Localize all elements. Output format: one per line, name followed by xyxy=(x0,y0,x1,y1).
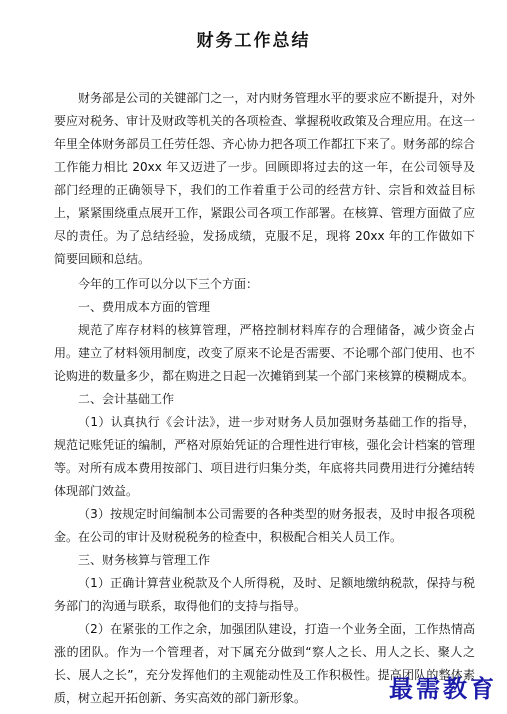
overview-paragraph: 今年的工作可以分以下三个方面： xyxy=(78,277,259,291)
watermark-logo: 最需教育 xyxy=(389,674,497,703)
document-title: 财务工作总结 xyxy=(196,31,311,51)
management-paragraph-2: （2）在紧张的工作之余，加强团队建设，打造一个业务全面，工作热情高涨的团队。作为一个管理者，对下属充分做到“察人之长、用人之长、聚人之长、展人之长”，充分发挥他们的主观能动性及工作积极性。提高团队的整体素质，树立起开拓创新、务实高效的部门新形象。 xyxy=(54,622,475,705)
section-heading-cost: 一、费用成本方面的管理 xyxy=(78,300,211,314)
cost-paragraph: 规范了库存材料的核算管理，严格控制材料库存的合理储备，减少资金占用。建立了材料领用制度，改变了原来不论是否需要、不论哪个部门使用、也不论购进的数量多少，都在购进之日起一次摊销到某一个部门来核算的模糊成本。 xyxy=(54,323,475,383)
intro-paragraph: 财务部是公司的关键部门之一，对内财务管理水平的要求应不断提升，对外要应对税务、审计及财政等机关的各项检查、掌握税收政策及合理应用。在这一年里全体财务部员工任劳任怨、齐心协力把各项工作都扛下来了。财务部的综合工作能力相比 20xx 年又迈进了一步。回顾即将过去的这一年，在公司领导及部门经理的正确领导下，我们的工作着重于公司的经营方针、宗旨和效益目标上，紧紧围绕重点展开工作，紧跟公司各项工作部署。在核算、管理方面做了应尽的责任。为了总结经验，发扬成绩，克服不足，现将 20xx 年的工作做如下简要回顾和总结。 xyxy=(54,91,475,266)
management-paragraph-1: （1）正确计算营业税款及个人所得税，及时、足额地缴纳税款，保持与税务部门的沟通与联系，取得他们的支持与指导。 xyxy=(54,576,475,613)
section-heading-accounting-basics: 二、会计基础工作 xyxy=(78,392,175,406)
accounting-paragraph-1: （1）认真执行《会计法》，进一步对财务人员加强财务基础工作的指导，规范记账凭证的编制，严格对原始凭证的合理性进行审核，强化会计档案的管理等。对所有成本费用按部门、项目进行归集分类，年底将共同费用进行分摊结转体现部门效益。 xyxy=(54,415,475,498)
accounting-paragraph-3: （3）按规定时间编制本公司需要的各种类型的财务报表，及时申报各项税金。在公司的审计及财税税务的检查中，积极配合相关人员工作。 xyxy=(54,507,475,544)
section-heading-financial-management: 三、财务核算与管理工作 xyxy=(78,553,211,567)
